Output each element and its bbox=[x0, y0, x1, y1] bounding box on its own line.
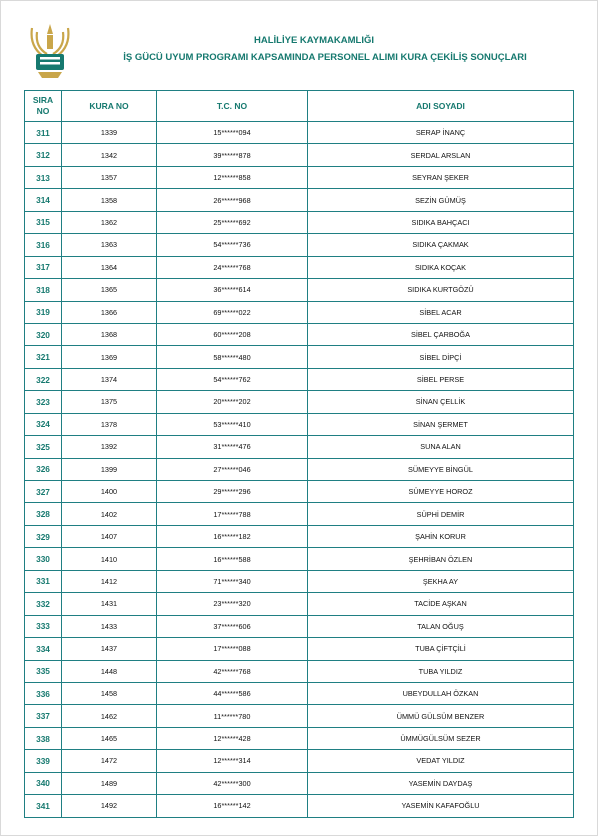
kura-no-cell: 1358 bbox=[62, 189, 157, 211]
sira-no-cell: 332 bbox=[25, 593, 62, 615]
tc-no-cell: 71******340 bbox=[157, 570, 308, 592]
kura-no-cell: 1402 bbox=[62, 503, 157, 525]
sira-no-cell: 311 bbox=[25, 122, 62, 144]
tc-no-cell: 26******968 bbox=[157, 189, 308, 211]
kura-no-cell: 1368 bbox=[62, 323, 157, 345]
name-cell: SIDIKA KOÇAK bbox=[308, 256, 574, 278]
results-table bbox=[24, 90, 574, 818]
table-row bbox=[25, 301, 574, 323]
sira-no-cell: 314 bbox=[25, 189, 62, 211]
sira-no-cell: 315 bbox=[25, 211, 62, 233]
table-row bbox=[25, 234, 574, 256]
document-header bbox=[0, 35, 598, 63]
table-row bbox=[25, 144, 574, 166]
sira-no-cell: 320 bbox=[25, 323, 62, 345]
table-row bbox=[25, 346, 574, 368]
table-header-row bbox=[25, 91, 574, 122]
table-row bbox=[25, 122, 574, 144]
name-cell: SIDIKA ÇAKMAK bbox=[308, 234, 574, 256]
kura-no-cell: 1400 bbox=[62, 481, 157, 503]
name-cell: ÜMMÜGÜLSÜM SEZER bbox=[308, 727, 574, 749]
tc-no-cell: 12******858 bbox=[157, 166, 308, 188]
sira-no-cell: 325 bbox=[25, 436, 62, 458]
table-row bbox=[25, 166, 574, 188]
sira-no-cell: 317 bbox=[25, 256, 62, 278]
name-cell: TALAN OĞUŞ bbox=[308, 615, 574, 637]
tc-no-cell: 25******692 bbox=[157, 211, 308, 233]
sira-no-cell: 329 bbox=[25, 525, 62, 547]
name-cell: SERDAL ARSLAN bbox=[308, 144, 574, 166]
name-cell: SEZİN GÜMÜŞ bbox=[308, 189, 574, 211]
sira-no-cell: 331 bbox=[25, 570, 62, 592]
sira-no-cell: 319 bbox=[25, 301, 62, 323]
kura-no-cell: 1357 bbox=[62, 166, 157, 188]
sira-no-cell: 323 bbox=[25, 391, 62, 413]
tc-no-cell: 60******208 bbox=[157, 323, 308, 345]
kura-no-cell: 1392 bbox=[62, 436, 157, 458]
column-header-kura-no: KURA NO bbox=[62, 91, 157, 122]
kura-no-cell: 1407 bbox=[62, 525, 157, 547]
table-row bbox=[25, 660, 574, 682]
name-cell: SERAP İNANÇ bbox=[308, 122, 574, 144]
tc-no-cell: 53******410 bbox=[157, 413, 308, 435]
kura-no-cell: 1362 bbox=[62, 211, 157, 233]
table-row bbox=[25, 436, 574, 458]
tc-no-cell: 23******320 bbox=[157, 593, 308, 615]
kura-no-cell: 1374 bbox=[62, 368, 157, 390]
table-row bbox=[25, 705, 574, 727]
kura-no-cell: 1465 bbox=[62, 727, 157, 749]
tc-no-cell: 29******296 bbox=[157, 481, 308, 503]
tc-no-cell: 69******022 bbox=[157, 301, 308, 323]
kura-no-cell: 1366 bbox=[62, 301, 157, 323]
table-row bbox=[25, 391, 574, 413]
kura-no-cell: 1412 bbox=[62, 570, 157, 592]
name-cell: SÜMEYYE HOROZ bbox=[308, 481, 574, 503]
table-row bbox=[25, 368, 574, 390]
sira-no-cell: 322 bbox=[25, 368, 62, 390]
name-cell: SİNAN ŞERMET bbox=[308, 413, 574, 435]
sira-no-cell: 334 bbox=[25, 638, 62, 660]
table-row bbox=[25, 548, 574, 570]
kura-no-cell: 1489 bbox=[62, 772, 157, 794]
name-cell: ÜMMÜ GÜLSÜM BENZER bbox=[308, 705, 574, 727]
kura-no-cell: 1375 bbox=[62, 391, 157, 413]
sira-no-cell: 326 bbox=[25, 458, 62, 480]
table-row bbox=[25, 481, 574, 503]
kura-no-cell: 1433 bbox=[62, 615, 157, 637]
tc-no-cell: 54******762 bbox=[157, 368, 308, 390]
sira-no-cell: 335 bbox=[25, 660, 62, 682]
sira-no-cell: 340 bbox=[25, 772, 62, 794]
kura-no-cell: 1458 bbox=[62, 682, 157, 704]
table-row bbox=[25, 727, 574, 749]
sira-no-cell: 318 bbox=[25, 279, 62, 301]
sira-no-cell: 337 bbox=[25, 705, 62, 727]
kura-no-cell: 1378 bbox=[62, 413, 157, 435]
tc-no-cell: 16******182 bbox=[157, 525, 308, 547]
sira-no-cell: 316 bbox=[25, 234, 62, 256]
tc-no-cell: 36******614 bbox=[157, 279, 308, 301]
name-cell: ŞEKHA AY bbox=[308, 570, 574, 592]
name-cell: VEDAT YILDIZ bbox=[308, 750, 574, 772]
kura-no-cell: 1492 bbox=[62, 795, 157, 817]
sira-no-cell: 341 bbox=[25, 795, 62, 817]
table-row bbox=[25, 682, 574, 704]
sira-no-cell: 330 bbox=[25, 548, 62, 570]
kura-no-cell: 1342 bbox=[62, 144, 157, 166]
kura-no-cell: 1369 bbox=[62, 346, 157, 368]
name-cell: SİNAN ÇELLİK bbox=[308, 391, 574, 413]
tc-no-cell: 16******588 bbox=[157, 548, 308, 570]
tc-no-cell: 17******788 bbox=[157, 503, 308, 525]
tc-no-cell: 12******314 bbox=[157, 750, 308, 772]
name-cell: UBEYDULLAH ÖZKAN bbox=[308, 682, 574, 704]
name-cell: TUBA YILDIZ bbox=[308, 660, 574, 682]
sira-no-cell: 328 bbox=[25, 503, 62, 525]
name-cell: SIDIKA KURTGÖZÜ bbox=[308, 279, 574, 301]
kura-no-cell: 1364 bbox=[62, 256, 157, 278]
name-cell: ŞAHİN KORUR bbox=[308, 525, 574, 547]
table-row bbox=[25, 795, 574, 817]
kura-no-cell: 1472 bbox=[62, 750, 157, 772]
tc-no-cell: 27******046 bbox=[157, 458, 308, 480]
kura-no-cell: 1410 bbox=[62, 548, 157, 570]
table-row bbox=[25, 323, 574, 345]
table-row bbox=[25, 458, 574, 480]
name-cell: SÜMEYYE BİNGÜL bbox=[308, 458, 574, 480]
tc-no-cell: 12******428 bbox=[157, 727, 308, 749]
sira-no-cell: 339 bbox=[25, 750, 62, 772]
tc-no-cell: 42******768 bbox=[157, 660, 308, 682]
tc-no-cell: 20******202 bbox=[157, 391, 308, 413]
name-cell: TACİDE AŞKAN bbox=[308, 593, 574, 615]
table-row bbox=[25, 750, 574, 772]
table-row bbox=[25, 211, 574, 233]
table-row bbox=[25, 525, 574, 547]
kura-no-cell: 1363 bbox=[62, 234, 157, 256]
sira-no-cell: 336 bbox=[25, 682, 62, 704]
name-cell: SÜPHİ DEMİR bbox=[308, 503, 574, 525]
table-row bbox=[25, 615, 574, 637]
column-header-adi-soyadi: ADI SOYADI bbox=[308, 91, 574, 122]
name-cell: SİBEL PERSE bbox=[308, 368, 574, 390]
name-cell: SIDIKA BAHÇACI bbox=[308, 211, 574, 233]
kura-no-cell: 1448 bbox=[62, 660, 157, 682]
kura-no-cell: 1462 bbox=[62, 705, 157, 727]
tc-no-cell: 15******094 bbox=[157, 122, 308, 144]
table-row bbox=[25, 772, 574, 794]
name-cell: SİBEL DİPÇİ bbox=[308, 346, 574, 368]
kura-no-cell: 1365 bbox=[62, 279, 157, 301]
tc-no-cell: 17******088 bbox=[157, 638, 308, 660]
name-cell: SUNA ALAN bbox=[308, 436, 574, 458]
tc-no-cell: 31******476 bbox=[157, 436, 308, 458]
sira-no-cell: 313 bbox=[25, 166, 62, 188]
tc-no-cell: 54******736 bbox=[157, 234, 308, 256]
sira-no-cell: 333 bbox=[25, 615, 62, 637]
table-row bbox=[25, 413, 574, 435]
tc-no-cell: 39******878 bbox=[157, 144, 308, 166]
table-row bbox=[25, 593, 574, 615]
tc-no-cell: 37******606 bbox=[157, 615, 308, 637]
tc-no-cell: 58******480 bbox=[157, 346, 308, 368]
name-cell: SİBEL ACAR bbox=[308, 301, 574, 323]
table-row bbox=[25, 503, 574, 525]
table-row bbox=[25, 256, 574, 278]
document-subtitle: İŞ GÜCÜ UYUM PROGRAMI KAPSAMINDA PERSONEL ALIMI KURA ÇEKİLİŞ SONUÇLARI bbox=[123, 52, 527, 63]
kura-no-cell: 1399 bbox=[62, 458, 157, 480]
table-row bbox=[25, 570, 574, 592]
sira-no-cell: 324 bbox=[25, 413, 62, 435]
tc-no-cell: 24******768 bbox=[157, 256, 308, 278]
name-cell: YASEMİN KAFAFOĞLU bbox=[308, 795, 574, 817]
name-cell: TUBA ÇİFTÇİLİ bbox=[308, 638, 574, 660]
kura-no-cell: 1431 bbox=[62, 593, 157, 615]
name-cell: SEYRAN ŞEKER bbox=[308, 166, 574, 188]
sira-no-cell: 312 bbox=[25, 144, 62, 166]
table-row bbox=[25, 279, 574, 301]
tc-no-cell: 44******586 bbox=[157, 682, 308, 704]
sira-no-cell: 338 bbox=[25, 727, 62, 749]
sira-no-cell: 327 bbox=[25, 481, 62, 503]
table-row bbox=[25, 638, 574, 660]
tc-no-cell: 42******300 bbox=[157, 772, 308, 794]
document-title: HALİLİYE KAYMAKAMLIĞI bbox=[254, 35, 374, 46]
table-row bbox=[25, 189, 574, 211]
sira-no-cell: 321 bbox=[25, 346, 62, 368]
name-cell: ŞEHRİBAN ÖZLEN bbox=[308, 548, 574, 570]
tc-no-cell: 11******780 bbox=[157, 705, 308, 727]
tc-no-cell: 16******142 bbox=[157, 795, 308, 817]
kura-no-cell: 1437 bbox=[62, 638, 157, 660]
column-header-sira-no: SIRA NO bbox=[25, 91, 62, 122]
name-cell: SİBEL ÇARBOĞA bbox=[308, 323, 574, 345]
column-header-tc-no: T.C. NO bbox=[157, 91, 308, 122]
kura-no-cell: 1339 bbox=[62, 122, 157, 144]
name-cell: YASEMİN DAYDAŞ bbox=[308, 772, 574, 794]
